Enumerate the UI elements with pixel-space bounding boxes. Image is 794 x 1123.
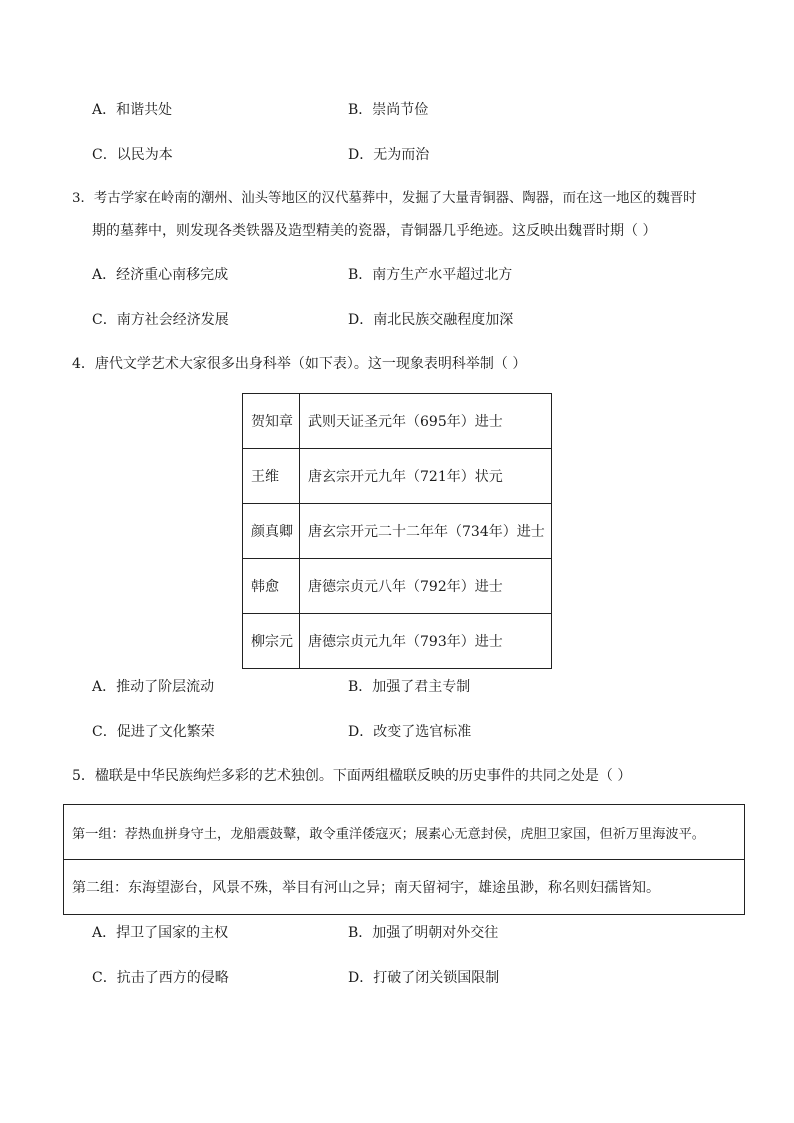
q2-option-b: B．崇尚节俭 xyxy=(348,102,429,118)
table-cell-detail: 唐德宗贞元八年（792年）进士 xyxy=(300,559,552,614)
q4-option-c: C．促进了文化繁荣 xyxy=(92,724,215,740)
table-cell-name: 贺知章 xyxy=(243,394,300,449)
table-row xyxy=(64,805,745,860)
q5-stem: 5．楹联是中华民族绚烂多彩的艺术独创。下面两组楹联反映的历史事件的共同之处是（ ） xyxy=(72,768,632,784)
q3-option-d: D．南北民族交融程度加深 xyxy=(348,312,514,328)
q5-option-d: D．打破了闭关锁国限制 xyxy=(348,970,500,986)
table-cell-detail: 唐玄宗开元九年（721年）状元 xyxy=(300,449,552,504)
table-row xyxy=(243,614,552,669)
q3-option-c: C．南方社会经济发展 xyxy=(92,312,229,328)
table-cell-name: 柳宗元 xyxy=(243,614,300,669)
table-cell-name: 韩愈 xyxy=(243,559,300,614)
q3-stem-line1: 3．考古学家在岭南的潮州、汕头等地区的汉代墓葬中，发掘了大量青铜器、陶器，而在这一地区的魏晋时 xyxy=(72,191,697,206)
q4-option-a: A．推动了阶层流动 xyxy=(92,679,215,695)
table-row xyxy=(243,449,552,504)
q2-option-d: D．无为而治 xyxy=(348,147,430,163)
q3-option-a: A．经济重心南移完成 xyxy=(92,267,229,283)
table-row xyxy=(243,559,552,614)
q5-option-c: C．抗击了西方的侵略 xyxy=(92,970,229,986)
table-cell-name: 颜真卿 xyxy=(243,504,300,559)
q4-table xyxy=(242,393,552,669)
table-cell-detail: 唐德宗贞元九年（793年）进士 xyxy=(300,614,552,669)
table-row xyxy=(64,860,745,915)
q5-couplet-table xyxy=(63,804,745,915)
table-row xyxy=(243,504,552,559)
q3-stem-line2: 期的墓葬中，则发现各类铁器及造型精美的瓷器，青铜器几乎绝迹。这反映出魏晋时期（ ） xyxy=(92,223,657,239)
couplet-group-2: 第二组：东海望澎台，风景不殊，举目有河山之异；南天留祠宇，雄途虽渺，称名则妇孺皆知。 xyxy=(64,860,745,915)
q5-option-a: A．捍卫了国家的主权 xyxy=(92,925,229,941)
table-cell-name: 王维 xyxy=(243,449,300,504)
q5-option-b: B．加强了明朝对外交往 xyxy=(348,925,499,941)
q3-option-b: B．南方生产水平超过北方 xyxy=(348,267,513,283)
q4-option-b: B．加强了君主专制 xyxy=(348,679,471,695)
table-row xyxy=(243,394,552,449)
couplet-group-1: 第一组：荐热血拼身守土，龙船震鼓鼙，敢令重洋倭寇灭；展素心无意封侯，虎胆卫家国，但祈万里海波平。 xyxy=(64,805,745,860)
q4-option-d: D．改变了选官标准 xyxy=(348,724,472,740)
table-cell-detail: 武则天证圣元年（695年）进士 xyxy=(300,394,552,449)
q4-stem: 4．唐代文学艺术大家很多出身科举（如下表）。这一现象表明科举制（ ） xyxy=(72,356,527,372)
q2-option-c: C．以民为本 xyxy=(92,147,173,163)
q2-option-a: A．和谐共处 xyxy=(92,102,173,118)
table-cell-detail: 唐玄宗开元二十二年年（734年）进士 xyxy=(300,504,552,559)
